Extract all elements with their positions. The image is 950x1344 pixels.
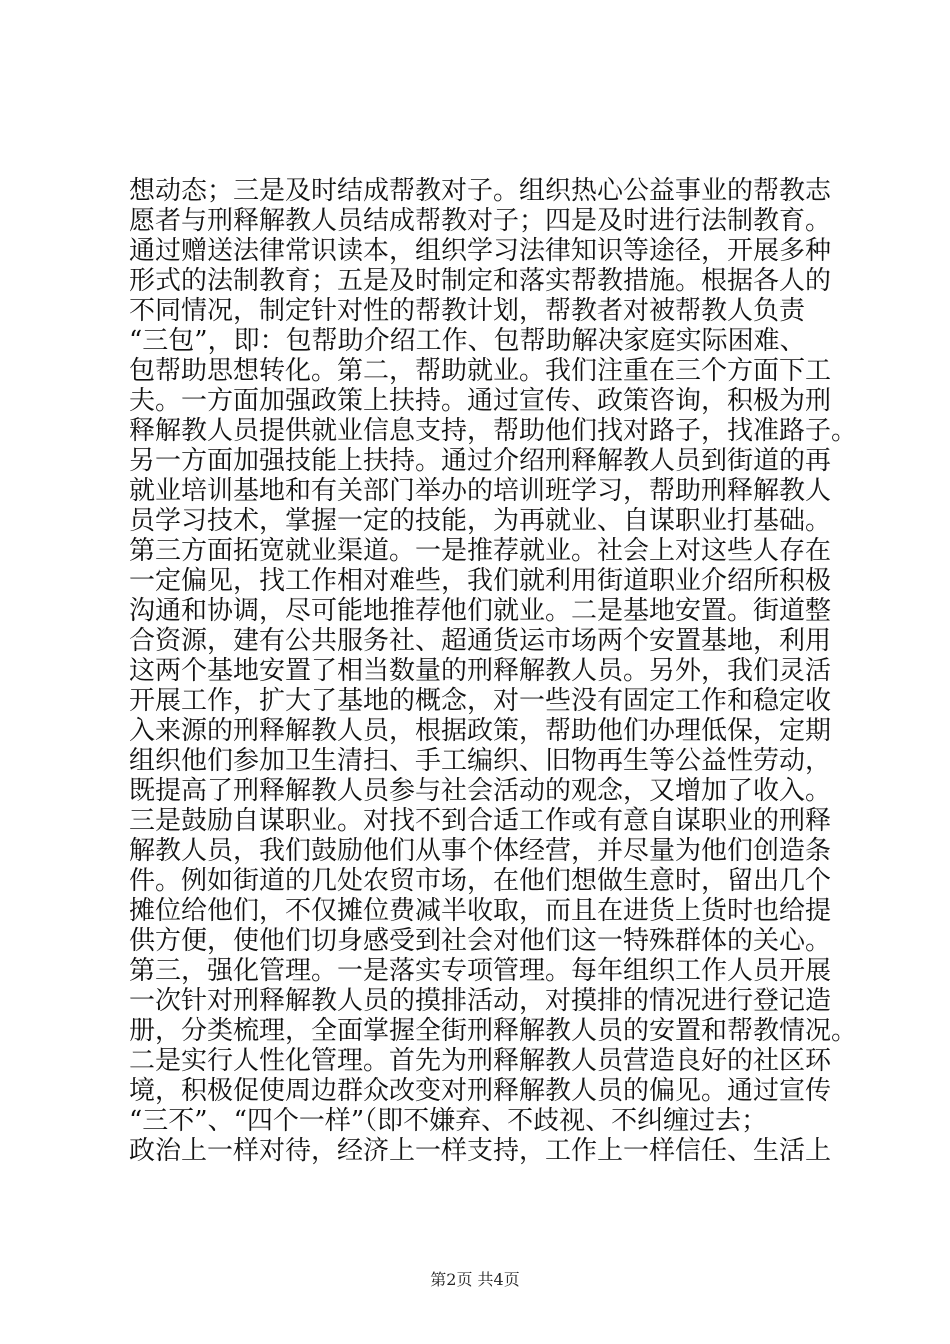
text-line: 一定偏见，找工作相对难些，我们就利用街道职业介绍所积极	[129, 566, 832, 596]
text-line: 件。例如街道的几处农贸市场，在他们想做生意时，留出几个	[129, 866, 832, 896]
page-number-footer: 第2页 共4页	[430, 1270, 520, 1289]
text-line: 组织他们参加卫生清扫、手工编织、旧物再生等公益性劳动，	[129, 746, 832, 776]
text-line: 员学习技术，掌握一定的技能，为再就业、自谋职业打基础。	[129, 506, 832, 536]
text-line: 供方便，使他们切身感受到社会对他们这一特殊群体的关心。	[129, 926, 832, 956]
text-line: 政治上一样对待，经济上一样支持，工作上一样信任、生活上	[129, 1136, 832, 1166]
text-line: 这两个基地安置了相当数量的刑释解教人员。另外，我们灵活	[129, 656, 832, 686]
text-line: “三包”，即：包帮助介绍工作、包帮助解决家庭实际困难、	[129, 326, 806, 356]
text-line: 第三方面拓宽就业渠道。一是推荐就业。社会上对这些人存在	[129, 536, 832, 566]
text-line: 夫。一方面加强政策上扶持。通过宣传、政策咨询，积极为刑	[129, 386, 832, 416]
text-line: 另一方面加强技能上扶持。通过介绍刑释解教人员到街道的再	[129, 446, 832, 476]
text-line: 开展工作，扩大了基地的概念，对一些没有固定工作和稳定收	[129, 686, 832, 716]
text-line: 入来源的刑释解教人员，根据政策，帮助他们办理低保，定期	[129, 716, 832, 746]
text-line: 不同情况，制定针对性的帮教计划，帮教者对被帮教人负责	[129, 296, 806, 326]
text-line: 沟通和协调，尽可能地推荐他们就业。二是基地安置。街道整	[129, 596, 832, 626]
text-line: 形式的法制教育；五是及时制定和落实帮教措施。根据各人的	[129, 266, 832, 296]
text-line: 想动态；三是及时结成帮教对子。组织热心公益事业的帮教志	[129, 176, 832, 206]
text-line: 一次针对刑释解教人员的摸排活动，对摸排的情况进行登记造	[129, 986, 832, 1016]
body-text	[129, 176, 858, 1166]
text-line: 通过赠送法律常识读本，组织学习法律知识等途径，开展多种	[129, 236, 832, 266]
text-line: 二是实行人性化管理。首先为刑释解教人员营造良好的社区环	[129, 1046, 832, 1076]
text-line: 第三，强化管理。一是落实专项管理。每年组织工作人员开展	[129, 956, 832, 986]
text-line: 愿者与刑释解教人员结成帮教对子；四是及时进行法制教育。	[129, 206, 832, 236]
text-line: 既提高了刑释解教人员参与社会活动的观念，又增加了收入。	[129, 776, 832, 806]
text-line: 三是鼓励自谋职业。对找不到合适工作或有意自谋职业的刑释	[129, 806, 832, 836]
text-line: 境，积极促使周边群众改变对刑释解教人员的偏见。通过宣传	[129, 1076, 832, 1106]
text-line: 解教人员，我们鼓励他们从事个体经营，并尽量为他们创造条	[129, 836, 832, 866]
text-line: 合资源，建有公共服务社、超通货运市场两个安置基地，利用	[129, 626, 832, 656]
text-line: 摊位给他们，不仅摊位费减半收取，而且在进货上货时也给提	[129, 896, 832, 926]
text-line: 释解教人员提供就业信息支持，帮助他们找对路子，找准路子。	[129, 416, 858, 446]
text-line: 就业培训基地和有关部门举办的培训班学习，帮助刑释解教人	[129, 476, 832, 506]
text-line: 包帮助思想转化。第二，帮助就业。我们注重在三个方面下工	[129, 356, 832, 386]
text-line: 册，分类梳理，全面掌握全街刑释解教人员的安置和帮教情况。	[129, 1016, 858, 1046]
text-line: “三不”、“四个一样”（即不嫌弃、不歧视、不纠缠过去；	[129, 1106, 768, 1136]
